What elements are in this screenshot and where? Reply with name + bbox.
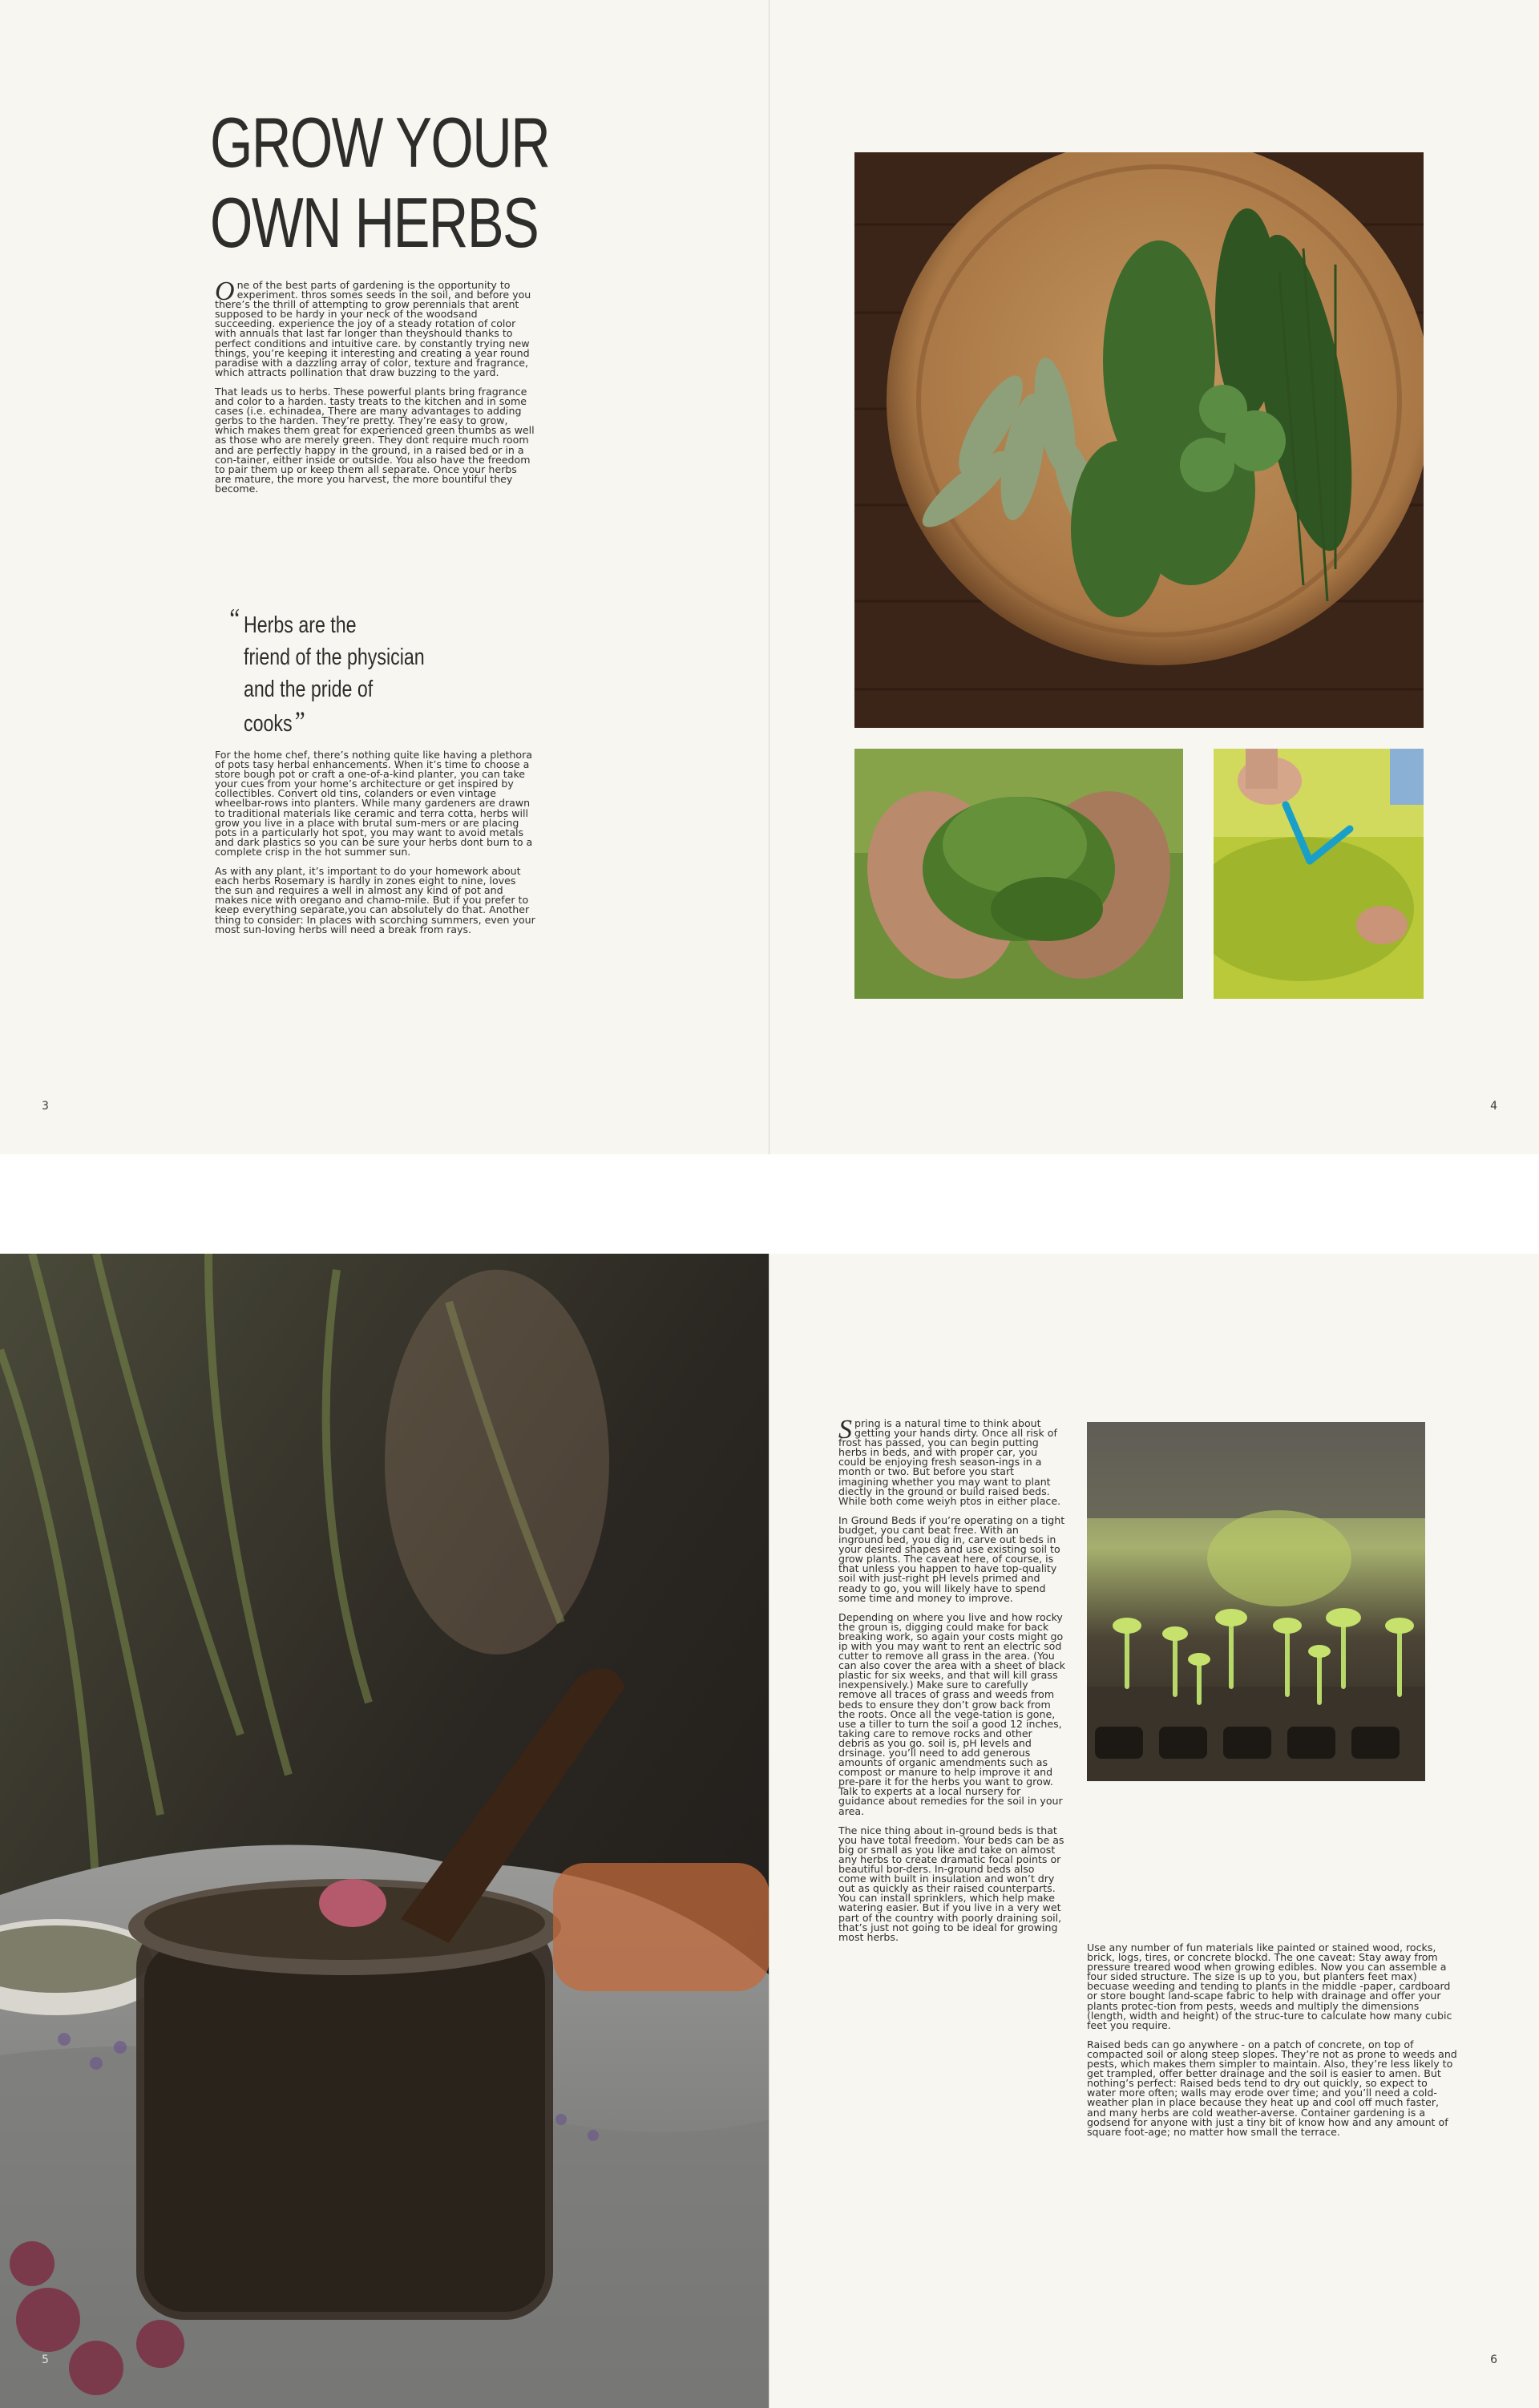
pull-quote-line-3: and the pride of cooks” (244, 677, 374, 737)
body-paragraph: In Ground Beds if you’re operating on a tight budget, you cant beat free. With an inground bed, you dig in, carve out beds in your desired shapes and use existing soil to grow plants. The caveat here, of course, is that unless you happen to have top-quality soil with just-right pH levels primed and ready to go, you will likely have to spend some time and money to improve. (838, 1513, 1065, 1604)
pull-quote (229, 603, 436, 740)
page-4 (770, 0, 1539, 1154)
pull-quote-line-1: Herbs are the (244, 612, 357, 638)
body-paragraph: Raised beds can go anywhere - on a patch of concrete, on top of compacted soil or along steep slopes. They’re not as prone to weeds and pests, which makes them simpler to maintain. Also, they’re less likely to get trampled, offer better drainage and the soil is easier to amen. But nothing’s perfect: Raised beds tend to dry out quickly, so expect to water more often; walls may erode over time; and you’ll need a cold-weather plan in place because they heat up and cool off much faster, and many herbs are cold weather-averse. Container gardening is a godsend for anyone with just a tiny bit of know how and any amount of square foot-age; no matter how small the terrace. (1087, 2038, 1457, 2138)
pull-quote-line-2: friend of the physician (244, 644, 425, 670)
body-column (215, 750, 535, 944)
body-paragraph: For the home chef, there’s nothing quite like having a plethora of pots tasy herbal enhancements. When it’s time to choose a store bough pot or craft a one-of-a-kind planter, you can take your cues from your home’s architecture or get inspired by collectibles. Convert old tins, colanders or even vintage wheelbar-rows into planters. While many gardeners are drawn to traditional materials like ceramic and terra cotta, herbs will grow you live in a place with brutal sum-mers or are placing pots in a particularly hot spot, you may want to avoid metals and dark plastics so you can be sure your herbs dont burn to a complete crisp in the hot summer sun. (215, 749, 533, 858)
gutter-divider (769, 1254, 770, 2408)
page-6 (770, 1254, 1539, 2408)
title-line-2: OWN HERBS (210, 183, 539, 262)
title-line-1: GROW YOUR (210, 103, 550, 182)
page-number: 4 (1490, 1100, 1497, 1113)
intro-text: ne of the best parts of gardening is the opportunity to experiment. thros somes seeds in the soil, and before you there’s the thrill of attempting to grow perennials that arent supposed to be hardy in your neck of the woodsand succeeding. experience the joy of a steady rotation of color with annuals that last far longer than theyshould thanks to perfect conditions and intuitive care. by constantly trying new things, you’re keeping it interesting and creating a year round paradise with a dazzling array of color, texture and fragrance, which attracts pollination that draw buzzing to the yard. (215, 279, 531, 378)
body-paragraph: That leads us to herbs. These powerful plants bring fragrance and color to a harden. tasty treats to the kitchen and in some cases (i.e. echinadea, There are many advantages to adding gerbs to the harden. They’re pretty. They’re easy to grow, which makes them great for experienced green thumbs as well as those who are merely green. They dont require much room and are perfectly happy in the ground, in a raised bed or in a con-tainer, either inside or outside. You also have the freedom to pair them up or keep them all separate. Once your herbs are mature, the more you harvest, the more bountiful they become. (215, 385, 535, 495)
page-number: 5 (42, 2353, 49, 2366)
body-paragraph: Depending on where you live and how rocky the groun is, digging could make for back breaking work, so again your costs might go ip with you may want to rent an electric sod cutter to remove all grass in the area. (You can also cover the area with a sheet of black plastic for six weeks, and that will kill grass inexpensively.) Make sure to carefully remove all traces of grass and weeds from beds to ensure they don’t grow back from the roots. Once all the vege-tation is gone, use a tiller to turn the soil a good 12 inches, taking care to remove rocks and other debris as you go. soil is, pH levels and drsinage. you’ll need to add generous amounts of organic amendments such as compost or manure to help improve it and pre-pare it for the herbs you want to grow. Talk to experts at a local nursery for guidance about remedies for the soil in your area. (838, 1610, 1065, 1817)
intro-paragraph (215, 277, 535, 378)
close-quote-mark: ” (294, 705, 305, 737)
drop-cap: S (838, 1415, 852, 1444)
body-paragraph: As with any plant, it’s important to do your homework about each herbs Rosemary is hardly in zones eight to nine, loves the sun and requires a well in almost any kind of pot and makes nice with oregano and chamo-mile. But if you prefer to keep everything separate,you can absolutely do that. Another thing to consider: In places with scorching summers, even your most sun-loving herbs will need a break from rays. (215, 865, 535, 935)
hands-thyme-photo (854, 749, 1183, 999)
seedlings-photo (1087, 1422, 1425, 1781)
herb-tray-photo (854, 152, 1424, 728)
intro-column (215, 277, 535, 503)
open-quote-mark: “ (229, 603, 240, 635)
body-paragraph: Spring is a natural time to think about getting your hands dirty. Once all risk of frost has passed, you can begin putting herbs in beds, and with proper car, you could be enjoying fresh season-ings in a month or two. But before you start imagining whether you may want to plant diectly in the ground or build raised beds. While both come weiyh ptos in either place. (838, 1415, 1061, 1507)
body-column-right (1087, 1943, 1457, 2147)
spread-pages-3-4 (0, 0, 1539, 1154)
page-5 (0, 1254, 770, 2408)
body-paragraph: The nice thing about in-ground beds is that you have total freedom. Your beds can be as big or small as you like and take on almost any herbs to create dramatic focal points or beautiful bor-ders. In-ground beds also come with built in insulation and won’t dry out as quickly as their raised counterparts. You can install sprinklers, which help make watering easier. But if you live in a very wet part of the country with poorly draining soil, that’s just not going to be ideal for growing most herbs. (838, 1824, 1064, 1943)
article-title (210, 103, 549, 263)
page-3 (0, 0, 770, 1154)
herb-jar-photo (0, 1254, 770, 2408)
body-paragraph: Use any number of fun materials like painted or stained wood, rocks, brick, logs, tires, or concrete blockd. The one caveat: Stay away from pressure treared wood when growing edibles. Now you can assemble a four sided structure. The size is up to you, but planters feet max) becuase weeding and tending to plants in the middle -paper, cardboard or store bought land-scape fabric to help with drainage and offer your plants protec-tion from pests, weeds and multiply the dimensions (length, width and height) of the struc-ture to calculate how many cubic feet you require. (1087, 1941, 1452, 2031)
page-number: 6 (1490, 2353, 1497, 2366)
page-number: 3 (42, 1100, 49, 1113)
drop-cap: O (215, 277, 235, 306)
pruning-photo (1214, 749, 1424, 999)
body-column-left (838, 1415, 1065, 1952)
spread-pages-5-6 (0, 1254, 1539, 2408)
